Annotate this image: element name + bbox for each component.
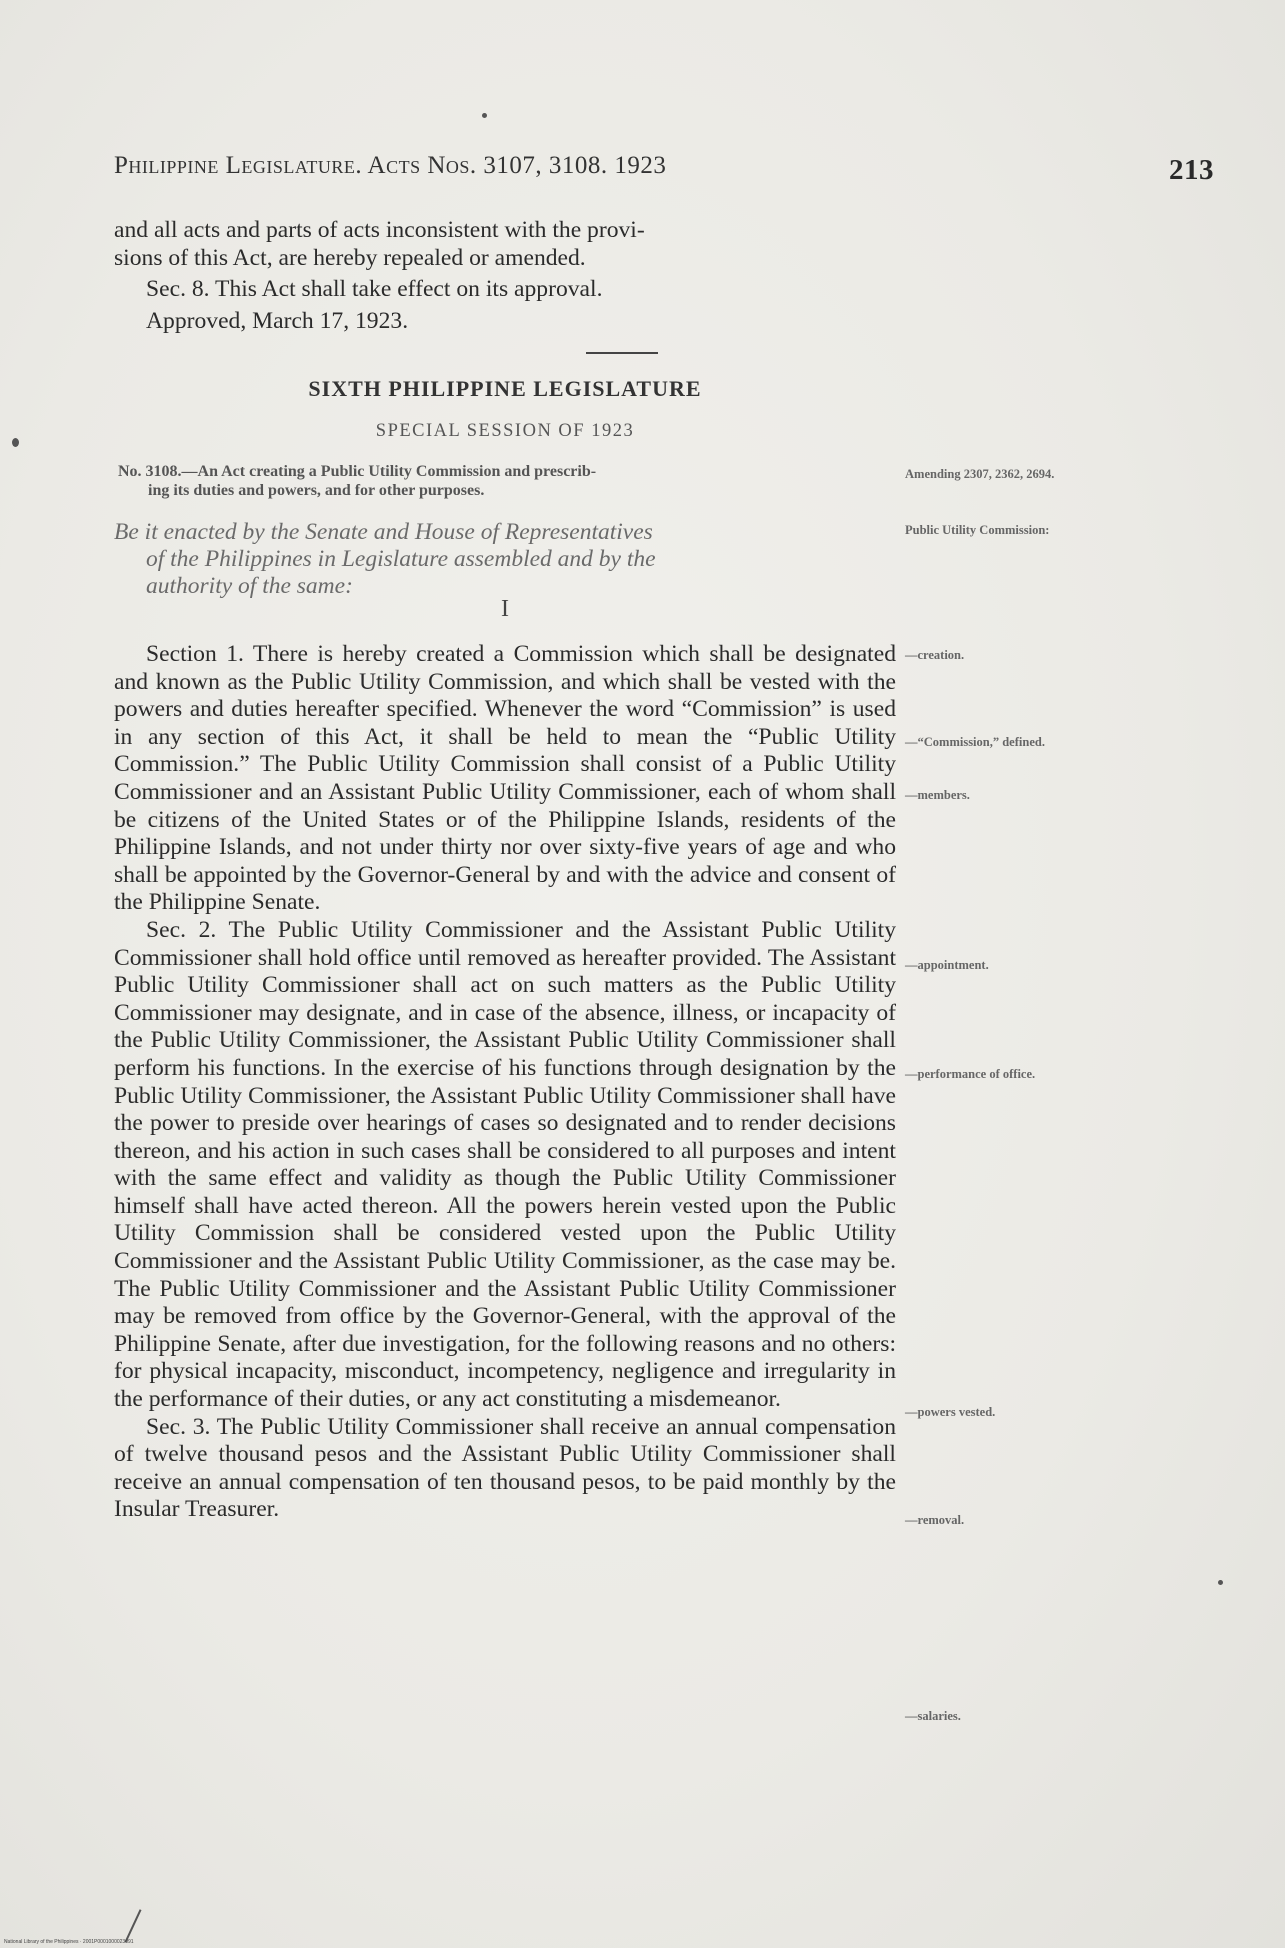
- margin-note-members: —members.: [905, 788, 970, 802]
- margin-note-performance: —performance of office.: [905, 1067, 1036, 1081]
- running-header: [114, 152, 1214, 186]
- section-8: Sec. 8. This Act shall take effect on its approval.: [146, 276, 603, 303]
- text-line: and all acts and parts of acts inconsistent with the provi-: [114, 217, 645, 243]
- section-2: Sec. 2. The Public Utility Commissioner and the Assistant Public Utility Commissioner shall hold office until removed as hereafter provided. The Assistant Public Utility Commissioner shall act on such matters as the Public Utility Commissioner may designate, and in case of the absence, illness, or incapacity of the Public Utility Commissioner, the Assistant Public Utility Commissioner shall perform his functions. In the exercise of his functions through designation by the Public Utility Commissioner, the Assistant Public Utility Commissioner shall have the power to preside over hearings of cases so designated and to render decisions thereon, and his action in such cases shall be considered to all purposes and intent with the same effect and validity as though the Public Utility Commissioner himself shall have acted thereon. All the powers herein vested upon the Public Utility Commission shall be considered vested upon the Public Utility Commissioner and the Assistant Public Utility Commissioner, as the case may be. The Public Utility Commissioner and the Assistant Public Utility Commissioner may be removed from office by the Governor-General, with the approval of the Philippine Senate, after due investigation, for the following reasons and no others: for physical incapacity, misconduct, incompetency, negligence and irregularity in the performance of their duties, or any act constituting a misdemeanor.: [114, 916, 896, 1413]
- enacting-line: of the Philippines in Legislature assembled and by the: [146, 546, 656, 572]
- speck: [12, 438, 19, 447]
- margin-note-appointment: —appointment.: [905, 958, 989, 972]
- running-head: Philippine Legislature. Acts Nos. 3107, 3108. 1923: [114, 152, 667, 179]
- session-title: SPECIAL SESSION OF 1923: [375, 421, 635, 441]
- enacting-line: authority of the same:: [146, 573, 353, 599]
- text-line: sions of this Act, are hereby repealed or amended.: [114, 244, 586, 271]
- divider: [114, 342, 896, 364]
- margin-note-defined: —“Commission,” defined.: [905, 735, 1045, 749]
- legislature-title: SIXTH PHILIPPINE LEGISLATURE: [308, 376, 702, 401]
- section-1: Section 1. There is hereby created a Commission which shall be designated and known as the Public Utility Commission, and which shall be vested with the powers and duties hereafter specified. Whenever the word “Commission” is used in any section of this Act, it shall be held to mean the “Public Utility Commission.” The Public Utility Commission shall consist of a Public Utility Commissioner and an Assistant Public Utility Commissioner, each of whom shall be citizens of the United States or of the Philippine Islands, residents of the Philippine Islands, and not under thirty nor over sixty-five years of age and who shall be appointed by the Governor-General by and with the advice and consent of the Philippine Senate.: [114, 641, 896, 916]
- act-title: [114, 462, 900, 500]
- part-numeral: I: [501, 596, 509, 622]
- approval-date: Approved, March 17, 1923.: [146, 307, 409, 334]
- scan-credit: National Library of the Philippines · 2001P0001000023091: [4, 1939, 134, 1945]
- section-3: Sec. 3. The Public Utility Commissioner shall receive an annual compensation of twelve thousand pesos and the Assistant Public Utility Commissioner shall receive an annual compensation of ten thousand pesos, to be paid monthly by the Insular Treasurer.: [114, 1413, 896, 1523]
- speck: [1218, 1580, 1223, 1585]
- margin-note-commission: Public Utility Commission:: [905, 523, 1050, 537]
- margin-note-removal: —removal.: [905, 1513, 965, 1527]
- enacting-clause: [114, 519, 896, 600]
- enacting-line: Be it enacted by the Senate and House of Representatives: [114, 519, 653, 545]
- sections: [114, 641, 896, 1524]
- previous-act-ending: [114, 217, 896, 335]
- margin-note-powers: —powers vested.: [905, 1405, 996, 1419]
- margin-note-amending: Amending 2307, 2362, 2694.: [905, 467, 1055, 481]
- margin-note-creation: —creation.: [905, 648, 965, 662]
- page-mark: [124, 1909, 141, 1942]
- page-number: 213: [1169, 154, 1214, 186]
- act-title-line: ing its duties and powers, and for other purposes.: [148, 482, 485, 499]
- rule-line: [586, 352, 658, 354]
- speck: [482, 113, 487, 118]
- act-title-line: No. 3108.—An Act creating a Public Utility Commission and prescrib-: [118, 463, 597, 480]
- margin-note-salaries: —salaries.: [905, 1709, 961, 1723]
